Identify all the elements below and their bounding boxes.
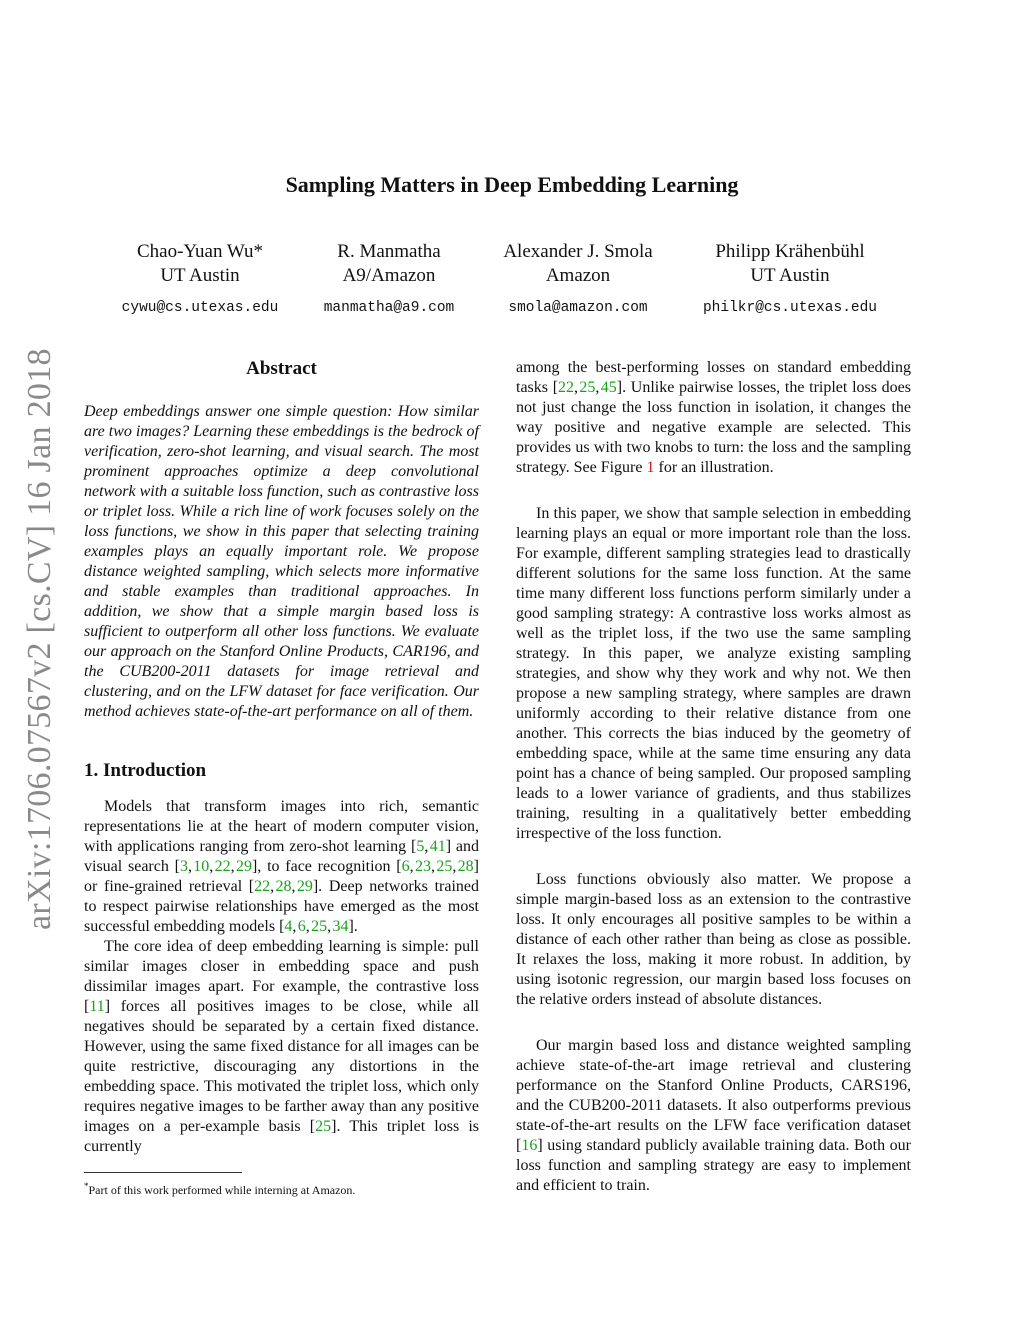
citation-link[interactable]: 22 xyxy=(254,878,271,895)
citation-link[interactable]: 29 xyxy=(296,878,313,895)
text-run: ]. Deep networks trained to respect pairwise relationships have emerged as the most successful embedding models [ xyxy=(84,878,479,935)
arxiv-identifier-text: arXiv:1706.07567v2 [cs.CV] 16 Jan 2018 xyxy=(21,348,58,930)
right-paragraph-1: among the best-performing losses on standard embedding tasks [22, 25, 45]. Unlike pairwise losses, the triplet loss does not just change the loss function in isolation, it changes the way positive and negative example are selected. This provides us with two knobs to turn: the loss and the sampling strategy. See Figure 1 for an illustration. xyxy=(516,359,911,476)
citation-link[interactable]: 4 xyxy=(284,918,293,935)
text-run: ] and visual search [ xyxy=(84,838,480,875)
author-affiliation: Amazon xyxy=(545,265,611,286)
author-name: Alexander J. Smola xyxy=(503,241,653,262)
citation-link[interactable]: 11 xyxy=(89,998,105,1015)
text-run: ] using standard publicly available training data. Both our loss function and sampling strategy are easy to implement and efficient to train. xyxy=(516,1137,911,1194)
author-email: philkr@cs.utexas.edu xyxy=(702,300,878,316)
intro-paragraph-2 xyxy=(84,937,479,1157)
citation-link[interactable]: 6 xyxy=(297,918,306,935)
author-affiliation: A9/Amazon xyxy=(342,265,436,286)
author-affiliation: UT Austin xyxy=(750,265,830,286)
citation-link[interactable]: 45 xyxy=(600,379,617,396)
author-email: cywu@cs.utexas.edu xyxy=(121,300,279,316)
citation-link[interactable]: 29 xyxy=(235,858,252,875)
citation-link[interactable]: 16 xyxy=(521,1137,538,1154)
right-paragraph-3: Loss functions obviously also matter. We propose a simple margin-based loss as an extension to the contrastive loss. It only encourages all positive samples to be within a distance of each other rather than being as close as possible. It relaxes the loss, making it more robust. In addition, by using isotonic regression, our margin based loss focuses on the relative orders instead of absolute distances. xyxy=(516,871,911,1008)
author-email: manmatha@a9.com xyxy=(323,300,455,316)
text-run: ]. Unlike pairwise losses, the triplet loss does not just change the loss function in isolation, it changes the way positive and negative example are selected. This provides us with two knobs to turn: the loss and the sampling strategy. See Figure xyxy=(516,379,911,476)
author-email: smola@amazon.com xyxy=(508,300,648,316)
footnote-mark: * xyxy=(84,1181,89,1191)
citation-link[interactable]: 25 xyxy=(579,379,596,396)
citation-link[interactable]: 3 xyxy=(179,858,188,875)
figure-reference-link[interactable]: 1 xyxy=(646,459,655,476)
citation-link[interactable]: 28 xyxy=(457,858,474,875)
citation-link[interactable]: 5 xyxy=(416,838,425,855)
citation-link[interactable]: 6 xyxy=(401,858,410,875)
right-paragraph-4 xyxy=(516,1036,911,1196)
paper-title: Sampling Matters in Deep Embedding Learning xyxy=(285,172,739,197)
footnote-divider xyxy=(84,1172,242,1173)
text-run: among the best-performing losses on standard embedding tasks [ xyxy=(516,359,911,396)
citation-link[interactable]: 23 xyxy=(414,858,431,875)
text-run: The core idea of deep embedding learning is simple: pull similar images closer in embedding space and push dissimilar images apart. For example, the contrastive loss [ xyxy=(84,938,479,1015)
section-heading-introduction: 1. Introduction xyxy=(84,760,207,781)
abstract-text: Deep embeddings answer one simple question: How similar are two images? Learning these embeddings is the bedrock of verification, zero-shot learning, and visual search. The most prominent approaches optimize a deep convolutional network with a suitable loss function, such as contrastive loss or triplet loss. While a rich line of work focuses solely on the loss functions, we show in this paper that selecting training examples plays an equally important role. We propose distance weighted sampling, which selects more informative and stable examples than traditional approaches. In addition, we show that a simple margin based loss is sufficient to outperform all other loss functions. We evaluate our approach on the Stanford Online Products, CAR196, and the CUB200-2011 datasets for image retrieval and clustering, and on the LFW dataset for face verification. Our method achieves state-of-the-art performance on all of them. xyxy=(84,403,479,720)
citation-link[interactable]: 22 xyxy=(214,858,231,875)
right-column xyxy=(516,358,911,1196)
left-column xyxy=(84,358,479,1157)
author-name: R. Manmatha xyxy=(337,241,441,262)
right-paragraph-2: In this paper, we show that sample selection in embedding learning plays an equal or more important role than the loss. For example, different sampling strategies lead to drastically different solutions for the same loss function. At the same time many different loss functions perform similarly under a good sampling strategy: A contrastive loss works almost as well as the triplet loss, if the two use the same sampling strategy. In this paper, we analyze existing sampling strategies, and show why they work and why not. We then propose a new sampling strategy, where samples are drawn uniformly according to their relative distance from one another. This corrects the bias induced by the geometry of embedding space, while at the same time ensuring any data point has a chance of being sampled. Our proposed sampling leads to a lower variance of gradients, and thus stabilizes training, resulting in a qualitatively better embedding irrespective of the loss function. xyxy=(516,505,911,842)
text-run: ]. This triplet loss is currently xyxy=(84,1118,480,1155)
text-run: Models that transform images into rich, semantic representations lie at the heart of modern computer vision, with applications ranging from zero-shot learning [ xyxy=(84,798,479,855)
text-run: for an illustration. xyxy=(654,459,774,476)
citation-link[interactable]: 22 xyxy=(558,379,575,396)
text-run: ]. xyxy=(348,918,358,935)
text-run: Our margin based loss and distance weighted sampling achieve state-of-the-art image retrieval and clustering performance on the Stanford Online Products, CARS196, and the CUB200-2011 datasets. It also outperforms previous state-of-the-art results on the LFW face verification dataset [ xyxy=(516,1037,911,1154)
text-run: ] forces all positives images to be close, while all negatives should be separated by a certain fixed distance. However, using the same fixed distance for all images can be quite restrictive, discouraging any distortions in the embedding space. This motivated the triplet loss, which only requires negative images to be farther away than any positive images on a per-example basis [ xyxy=(84,998,479,1135)
footnote xyxy=(84,1179,355,1197)
citation-link[interactable]: 25 xyxy=(311,918,328,935)
author-name: Philipp Krähenbühl xyxy=(715,241,865,262)
citation-link[interactable]: 10 xyxy=(193,858,210,875)
author-name: Chao-Yuan Wu* xyxy=(136,241,264,262)
author-3 xyxy=(458,240,698,320)
footnote-text: Part of this work performed while interning at Amazon. xyxy=(88,1183,356,1197)
text-run: ], to face recognition [ xyxy=(251,858,402,875)
abstract-heading: Abstract xyxy=(246,358,317,379)
author-4 xyxy=(670,240,910,320)
citation-link[interactable]: 28 xyxy=(275,878,292,895)
citation-link[interactable]: 25 xyxy=(436,858,453,875)
author-affiliation: UT Austin xyxy=(160,265,240,286)
citation-link[interactable]: 41 xyxy=(429,838,446,855)
citation-link[interactable]: 34 xyxy=(332,918,349,935)
text-run: ] or fine-grained retrieval [ xyxy=(84,858,479,895)
intro-paragraph-1: Models that transform images into rich, semantic representations lie at the heart of modern computer vision, with applications ranging from zero-shot learning [5, 41] and visual search [3, 10, 22, 29], to face recognition [6, 23, 25, 28] or fine-grained retrieval [22, 28, 29]. Deep networks trained to respect pairwise relationships have emerged as the most successful embedding models [4, 6, 25, 34]. xyxy=(84,798,480,935)
citation-link[interactable]: 25 xyxy=(315,1118,332,1135)
